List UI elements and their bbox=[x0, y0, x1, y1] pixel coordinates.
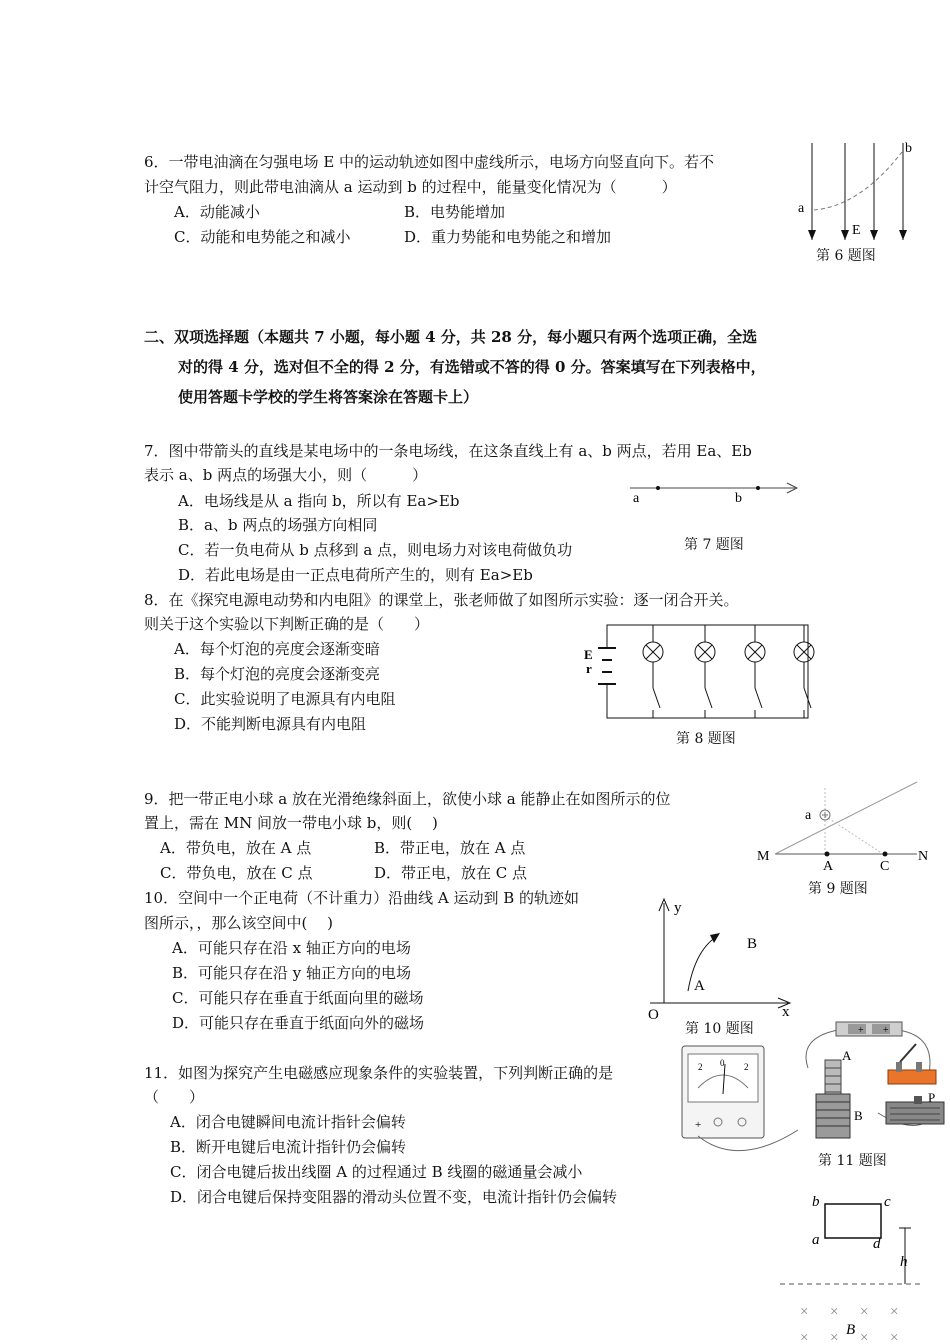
label-a: A bbox=[842, 1048, 852, 1063]
point-a bbox=[825, 852, 830, 857]
q8-option-a: A．每个灯泡的亮度会逐渐变暗 bbox=[174, 640, 380, 658]
svg-text:×: × bbox=[890, 1304, 899, 1320]
label-e: E bbox=[852, 223, 861, 238]
q9-stem-line1: 9．把一带正电小球 a 放在光滑绝缘斜面上，欲使小球 a 能静止在如图所示的位 bbox=[144, 790, 671, 808]
q8-option-d: D．不能判断电源具有内电阻 bbox=[174, 715, 367, 733]
q10-caption: 第 10 题图 bbox=[685, 1021, 754, 1037]
label-e: E bbox=[584, 647, 593, 662]
q7-stem-line1: 7．图中带箭头的直线是某电场中的一条电场线，在这条直线上有 a、b 两点，若用 Ea、Eb bbox=[144, 442, 752, 460]
label-a: a bbox=[805, 808, 812, 823]
label-point-a: A bbox=[823, 859, 834, 874]
q12-figure bbox=[780, 1186, 940, 1344]
svg-text:×: × bbox=[800, 1304, 809, 1320]
q10-figure bbox=[640, 895, 800, 1025]
switch[interactable] bbox=[755, 688, 762, 708]
coil-b bbox=[816, 1094, 850, 1138]
q8-caption: 第 8 题图 bbox=[676, 731, 736, 747]
point-c bbox=[883, 852, 888, 857]
q10-stem-line2: 图所示，，那么该空间中( ) bbox=[144, 914, 333, 932]
incline bbox=[775, 782, 917, 854]
galvanometer bbox=[682, 1046, 764, 1138]
branch-3 bbox=[745, 625, 765, 718]
q9-figure bbox=[755, 778, 935, 873]
q10-stem-line1: 10．空间中一个正电荷（不计重力）沿曲线 A 运动到 B 的轨迹如 bbox=[144, 889, 580, 907]
rheostat[interactable] bbox=[886, 1096, 944, 1124]
label-p: P bbox=[928, 1090, 936, 1105]
q10-option-c: C．可能只存在垂直于纸面向里的磁场 bbox=[172, 989, 424, 1007]
q7-option-a: A．电场线是从 a 指向 b，所以有 Ea>Eb bbox=[178, 492, 460, 510]
q11-caption: 第 11 题图 bbox=[818, 1153, 887, 1169]
svg-text:2: 2 bbox=[698, 1062, 703, 1072]
q7-option-d: D．若此电场是由一正点电荷所产生的，则有 Ea>Eb bbox=[178, 566, 533, 584]
label-y: y bbox=[674, 900, 682, 916]
q11-option-a: A．闭合电键瞬间电流计指针会偏转 bbox=[170, 1113, 406, 1131]
q10-option-a: A．可能只存在沿 x 轴正方向的电场 bbox=[172, 939, 411, 957]
label-c: c bbox=[884, 1194, 891, 1210]
battery-box bbox=[836, 1022, 902, 1036]
circuit-wire bbox=[607, 625, 808, 718]
q8-circuit bbox=[580, 620, 820, 730]
q6-stem-line2: 计空气阻力，则此带电油滴从 a 运动到 b 的过程中，能量变化情况为（ ） bbox=[144, 178, 677, 196]
q11-stem-line2: （ ） bbox=[144, 1088, 205, 1106]
q9-option-b: B．带正电，放在 A 点 bbox=[374, 839, 526, 857]
label-a: A bbox=[694, 978, 705, 994]
q6-option-c: C．动能和电势能之和减小 bbox=[174, 228, 351, 246]
branch-2 bbox=[695, 625, 715, 718]
label-b: B bbox=[854, 1108, 863, 1123]
q7-option-c: C．若一负电荷从 b 点移到 a 点，则电场力对该电荷做负功 bbox=[178, 541, 573, 559]
svg-text:+: + bbox=[883, 1025, 889, 1036]
svg-text:×: × bbox=[860, 1330, 869, 1344]
q9-option-d: D．带正电，放在 C 点 bbox=[374, 864, 528, 882]
q7-caption: 第 7 题图 bbox=[684, 537, 744, 553]
svg-text:×: × bbox=[830, 1330, 839, 1344]
q6-option-d: D．重力势能和电势能之和增加 bbox=[404, 228, 612, 246]
svg-text:+: + bbox=[695, 1119, 702, 1131]
section2-heading-line3: 使用答题卡学校的学生将答案涂在答题卡上） bbox=[178, 388, 479, 406]
q11-option-d: D．闭合电键后保持变阻器的滑动头位置不变，电流计指针仍会偏转 bbox=[170, 1188, 618, 1206]
q8-stem-line1: 8．在《探究电源电动势和内电阻》的课堂上，张老师做了如图所示实验：逐一闭合开关。 bbox=[144, 591, 739, 609]
svg-text:0: 0 bbox=[720, 1058, 725, 1068]
q11-apparatus bbox=[678, 1018, 948, 1143]
label-b: b bbox=[905, 141, 912, 156]
label-m: M bbox=[757, 849, 770, 864]
label-r: r bbox=[586, 661, 592, 676]
q7-option-b: B．a、b 两点的场强方向相同 bbox=[178, 516, 378, 534]
label-d: d bbox=[873, 1236, 881, 1252]
label-b: b bbox=[735, 491, 742, 506]
svg-text:×: × bbox=[860, 1304, 869, 1320]
q11-option-c: C．闭合电键后拔出线圈 A 的过程通过 B 线圈的磁通量会减小 bbox=[170, 1163, 583, 1181]
branch-4 bbox=[794, 625, 814, 718]
point-a bbox=[656, 486, 660, 490]
q6-option-a: A．动能减小 bbox=[174, 203, 260, 221]
q6-stem-line1: 6．一带电油滴在匀强电场 E 中的运动轨迹如图中虚线所示，电场方向竖直向下。若不 bbox=[144, 153, 715, 171]
q8-stem-line2: 则关于这个实验以下判断正确的是（ ） bbox=[144, 615, 430, 633]
section2-heading-line2: 对的得 4 分，选对但不全的得 2 分，有选错或不答的得 0 分。答案填写在下列表格中， bbox=[178, 358, 766, 376]
svg-text:×: × bbox=[800, 1330, 809, 1344]
label-b: B bbox=[747, 936, 758, 952]
section2-heading-line1: 二、双项选择题（本题共 7 小题，每小题 4 分，共 28 分，每小题只有两个选项正确，全选 bbox=[144, 328, 758, 346]
label-a: a bbox=[633, 491, 640, 506]
svg-text:+: + bbox=[858, 1025, 864, 1036]
label-a: a bbox=[812, 1232, 820, 1248]
q9-option-a: A．带负电，放在 A 点 bbox=[160, 839, 312, 857]
label-n: N bbox=[918, 849, 929, 864]
label-x: x bbox=[782, 1004, 790, 1020]
q6-caption: 第 6 题图 bbox=[816, 248, 876, 264]
q10-option-b: B．可能只存在沿 y 轴正方向的电场 bbox=[172, 964, 412, 982]
trajectory-dashed bbox=[814, 152, 902, 210]
q6-option-b: B．电势能增加 bbox=[404, 203, 506, 221]
q8-option-c: C．此实验说明了电源具有内电阻 bbox=[174, 690, 396, 708]
label-b: b bbox=[812, 1194, 820, 1210]
q11-stem-line1: 11．如图为探究产生电磁感应现象条件的实验装置，下列判断正确的是 bbox=[144, 1064, 614, 1082]
q9-stem-line2: 置上，需在 MN 间放一带电小球 b，则( ) bbox=[144, 814, 438, 832]
svg-text:2: 2 bbox=[744, 1062, 749, 1072]
label-h: h bbox=[900, 1254, 908, 1270]
coil-a bbox=[825, 1060, 841, 1098]
q11-option-b: B．断开电键后电流计指针仍会偏转 bbox=[170, 1138, 407, 1156]
q7-stem-line2: 表示 a、b 两点的场强大小，则（ ） bbox=[144, 466, 428, 484]
wire-loop bbox=[825, 1204, 881, 1238]
label-a: a bbox=[798, 201, 805, 216]
q7-figure bbox=[625, 478, 805, 508]
q10-option-d: D．可能只存在垂直于纸面向外的磁场 bbox=[172, 1014, 425, 1032]
q9-option-c: C．带负电，放在 C 点 bbox=[160, 864, 313, 882]
svg-text:×: × bbox=[830, 1304, 839, 1320]
switch[interactable] bbox=[653, 688, 660, 708]
svg-text:×: × bbox=[890, 1330, 899, 1344]
point-b bbox=[756, 486, 760, 490]
label-field-b: B bbox=[846, 1322, 856, 1338]
branch-1 bbox=[643, 625, 663, 718]
switch[interactable] bbox=[705, 688, 712, 708]
q8-option-b: B．每个灯泡的亮度会逐渐变亮 bbox=[174, 665, 381, 683]
label-o: O bbox=[648, 1007, 659, 1023]
q9-caption: 第 9 题图 bbox=[808, 881, 868, 897]
knife-switch[interactable] bbox=[888, 1044, 936, 1084]
label-point-c: C bbox=[880, 859, 890, 874]
